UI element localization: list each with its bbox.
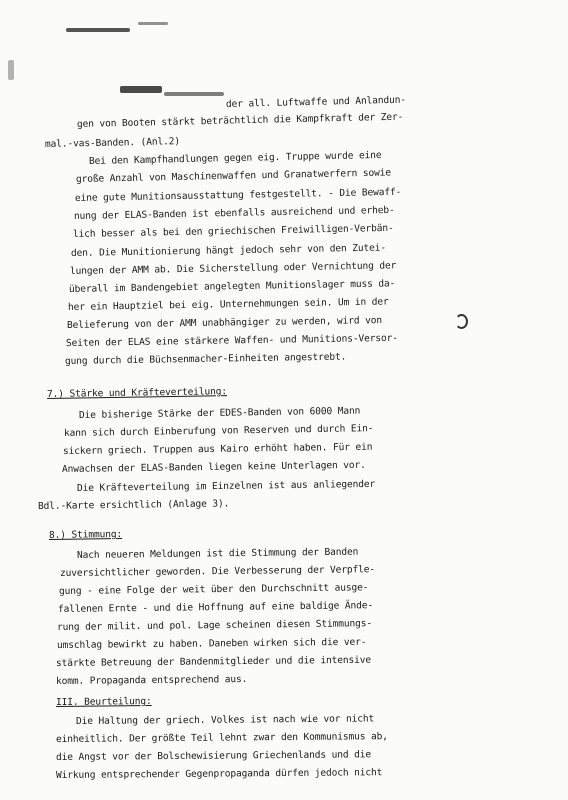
- text-line: Anwachsen der ELAS-Banden liegen keine Unterlagen vor.: [61, 459, 366, 475]
- text-line: umschlag bewirkt zu haben. Daneben wirken sich die ver-: [56, 636, 367, 651]
- text-line: her ein Hauptziel bei eig. Unternehmungen sein. Um in der: [67, 296, 389, 313]
- scan-smudge: [164, 92, 224, 96]
- text-line: mal.-vas-Banden. (Anl.2): [44, 136, 181, 150]
- text-line: sickern griech. Truppen aus Kairo erhöht haben. Für ein: [62, 441, 373, 457]
- scan-smudge: [8, 60, 14, 80]
- text-line: einheitlich. Der größte Teil lehnt zwar den Kommunismus ab,: [55, 731, 388, 745]
- text-line: gung - eine Folge der weit über den Durchschnitt ausge-: [58, 582, 369, 597]
- scan-smudge: [66, 28, 130, 32]
- text-line: eine gute Munitionsausstattung festgestellt. - Die Bewaff-: [74, 186, 402, 204]
- text-line: Die Kräfteverteilung im Einzelnen ist aus anliegender: [76, 478, 376, 494]
- section-heading: 7.) Stärke und Kräfteverteilung:: [46, 386, 228, 400]
- text-line: nung der ELAS-Banden ist ebenfalls ausreichend und erheb-: [73, 204, 395, 222]
- text-line: komm. Propaganda entsprechend aus.: [55, 673, 248, 687]
- section-heading: III. Beurteilung:: [55, 695, 152, 708]
- text-line: gen von Booten stärkt beträchtlich die Kampfkraft der Zer-: [76, 111, 404, 130]
- text-line: zuversichtlicher geworden. Die Verbesserung der Verpfle-: [59, 564, 376, 579]
- text-line: gung durch die Büchsenmacher-Einheiten angestrebt.: [64, 351, 347, 367]
- text-line: fallenen Ernte - und die Hoffnung auf eine baldige Ände-: [57, 600, 374, 615]
- scan-smudge: [138, 22, 168, 25]
- text-line: lich besser als bei den griechischen Freiwilligen-Verbän-: [72, 222, 394, 240]
- text-line: kann sich durch Einberufung von Reserven und durch Ein-: [63, 423, 374, 439]
- text-line: Die Haltung der griech. Volkes ist nach wie vor nicht: [75, 713, 375, 727]
- binder-hole-mark: [455, 314, 468, 329]
- text-line: die Angst vor der Bolschewisierung Griechenlands und die: [55, 749, 372, 763]
- text-line: rung der milit. und pol. Lage scheinen diesen Stimmungs-: [56, 618, 373, 633]
- text-line: stärkte Betreuung der Bandenmitglieder und die intensive: [55, 654, 372, 669]
- text-line: große Anzahl von Maschinenwaffen und Granatwerfern sowie: [75, 167, 392, 185]
- text-line: Wirkung entsprechender Gegenpropaganda dürfen jedoch nicht: [55, 767, 383, 781]
- text-line: Bei den Kampfhandlungen gegen eig. Truppe wurde eine: [88, 149, 382, 167]
- text-line: Nach neueren Meldungen ist die Stimmung der Banden: [76, 546, 359, 561]
- text-line: Bdl.-Karte ersichtlich (Anlage 3).: [37, 498, 230, 512]
- scan-smudge: [120, 86, 162, 93]
- text-line: Die bisherige Stärke der EDES-Banden von 6000 Mann: [78, 405, 361, 421]
- text-line: lungen der AMM ab. Die Sicherstellung oder Vernichtung der: [69, 260, 397, 277]
- section-heading: 8.) Stimmung:: [48, 528, 123, 541]
- text-line: der all. Luftwaffe und Anlandun-: [225, 94, 407, 110]
- text-line: überall im Bandengebiet angelegten Munitionslager muss da-: [68, 278, 396, 295]
- text-line: Belieferung von der AMM unabhängiger zu werden, wird von: [66, 315, 383, 331]
- text-line: Seiten der ELAS eine stärkere Waffen- und Munitions-Versor-: [65, 332, 398, 349]
- text-line: den. Die Munitionierung hängt jedoch sehr von den Zutei-: [70, 242, 387, 259]
